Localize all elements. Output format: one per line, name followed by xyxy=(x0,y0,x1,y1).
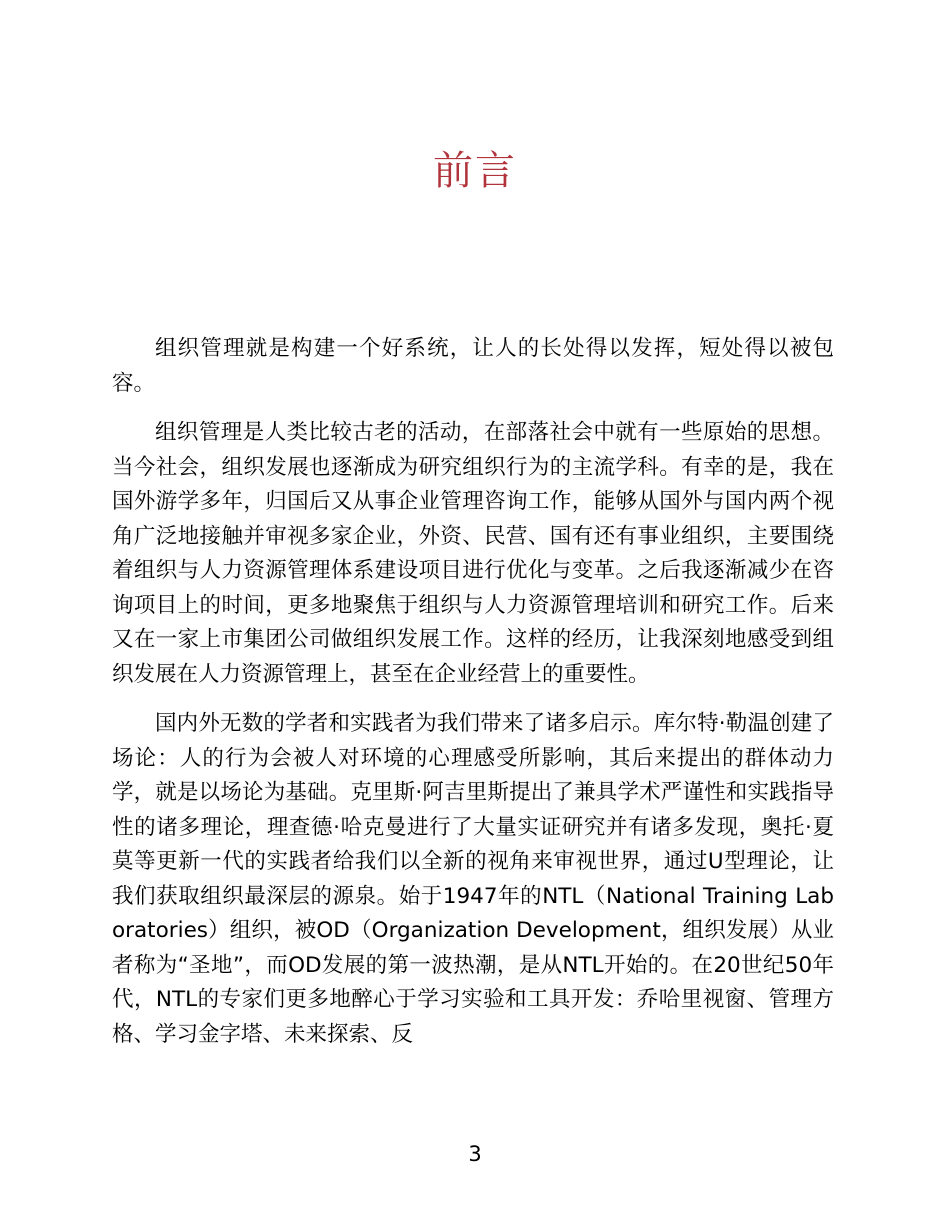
paragraph-3: 国内外无数的学者和实践者为我们带来了诸多启示。库尔特·勒温创建了场论：人的行为会被人对环境的心理感受所影响，其后来提出的群体动力学，就是以场论为基础。克里斯·阿吉里斯提出了兼具学术严谨性和实践指导性的诸多理论，理查德·哈克曼进行了大量实证研究并有诸多发现，奥托·夏莫等更新一代的实践者给我们以全新的视角来审视世界，通过U型理论，让我们获取组织最深层的源泉。始于1947年的NTL（National Training Laboratories）组织，被OD（Organization Development，组织发展）从业者称为“圣地”，而OD发展的第一波热潮，是从NTL开始的。在20世纪50年代，NTL的专家们更多地醉心于学习实验和工具开发：乔哈里视窗、管理方格、学习金字塔、未来探索、反 xyxy=(112,711,834,1047)
page-number: 3 xyxy=(468,1142,482,1166)
body-text xyxy=(112,332,834,1067)
page-title: 前言 xyxy=(433,148,517,194)
paragraph-1: 组织管理就是构建一个好系统，让人的长处得以发挥，短处得以被包容。 xyxy=(112,336,834,396)
paragraph-2: 组织管理是人类比较古老的活动，在部落社会中就有一些原始的思想。当今社会，组织发展也逐渐成为研究组织行为的主流学科。有幸的是，我在国外游学多年，归国后又从事企业管理咨询工作，能够从国外与国内两个视角广泛地接触并审视多家企业，外资、民营、国有还有事业组织，主要围绕着组织与人力资源管理体系建设项目进行优化与变革。之后我逐渐减少在咨询项目上的时间，更多地聚焦于组织与人力资源管理培训和研究工作。后来又在一家上市集团公司做组织发展工作。这样的经历，让我深刻地感受到组织发展在人力资源管理上，甚至在企业经营上的重要性。 xyxy=(112,420,834,687)
